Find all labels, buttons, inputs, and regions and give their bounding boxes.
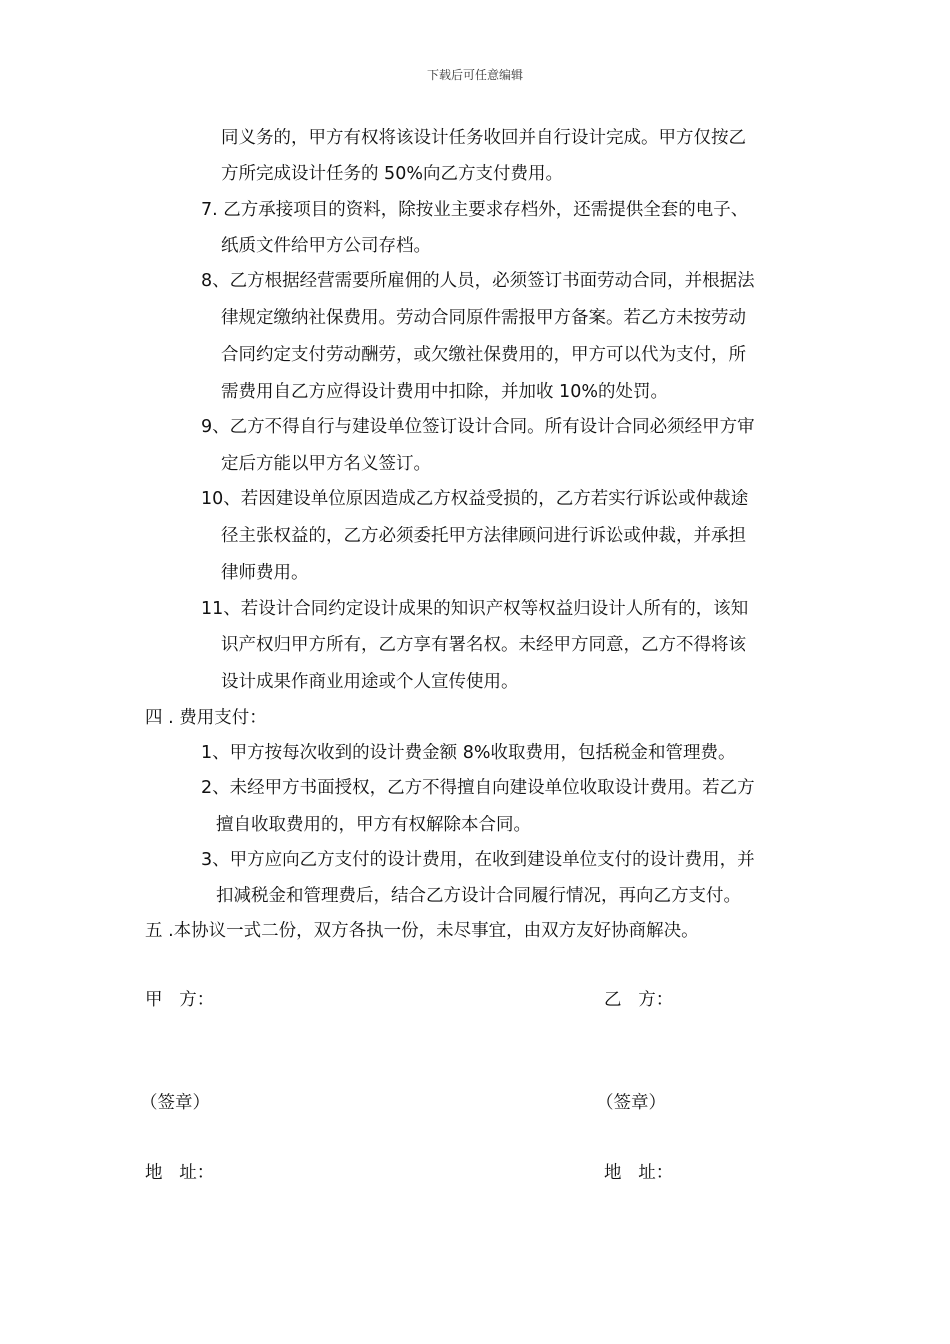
clause-line: 同义务的，甲方有权将该设计任务收回并自行设计完成。甲方仅按乙 [221, 128, 746, 148]
payment-clause-2: 2、未经甲方书面授权，乙方不得擅自向建设单位收取设计费用。若乙方 [201, 778, 755, 798]
clause-line: 识产权归甲方所有，乙方享有署名权。未经甲方同意，乙方不得将该 [221, 635, 746, 655]
party-b-seal: （签章） [596, 1093, 666, 1113]
clause-line: 设计成果作商业用途或个人宣传使用。 [221, 672, 519, 692]
clause-line: 律规定缴纳社保费用。劳动合同原件需报甲方备案。若乙方未按劳动 [221, 308, 746, 328]
clause-line: 扣减税金和管理费后，结合乙方设计合同履行情况，再向乙方支付。 [216, 886, 741, 906]
clause-7-line: 7. 乙方承接项目的资料，除按业主要求存档外，还需提供全套的电子、 [201, 200, 749, 220]
payment-clause-3: 3、甲方应向乙方支付的设计费用，在收到建设单位支付的设计费用，并 [201, 850, 755, 870]
clause-10-line: 10、若因建设单位原因造成乙方权益受损的，乙方若实行诉讼或仲裁途 [201, 489, 749, 509]
party-a-seal: （签章） [140, 1093, 210, 1113]
party-a-address: 地 址： [145, 1163, 215, 1183]
clause-11-line: 11、若设计合同约定设计成果的知识产权等权益归设计人所有的，该知 [201, 599, 749, 619]
clause-line: 方所完成设计任务的 50%向乙方支付费用。 [221, 164, 563, 184]
party-b-address: 地 址： [604, 1163, 674, 1183]
party-b-label: 乙 方： [604, 990, 674, 1010]
clause-line: 纸质文件给甲方公司存档。 [221, 236, 431, 256]
clause-line: 定后方能以甲方名义签订。 [221, 454, 431, 474]
clause-8-line: 8、乙方根据经营需要所雇佣的人员，必须签订书面劳动合同，并根据法 [201, 271, 755, 291]
clause-line: 径主张权益的，乙方必须委托甲方法律顾问进行诉讼或仲裁，并承担 [221, 526, 746, 546]
clause-line: 合同约定支付劳动酬劳，或欠缴社保费用的，甲方可以代为支付，所 [221, 345, 746, 365]
clause-9-line: 9、乙方不得自行与建设单位签订设计合同。所有设计合同必须经甲方审 [201, 417, 755, 437]
party-a-label: 甲 方： [145, 990, 215, 1010]
clause-line: 擅自收取费用的，甲方有权解除本合同。 [216, 815, 531, 835]
section-4-heading: 四 . 费用支付： [145, 708, 267, 728]
clause-line: 律师费用。 [221, 563, 309, 583]
clause-line: 需费用自乙方应得设计费用中扣除，并加收 10%的处罚。 [221, 382, 668, 402]
page-header: 下载后可任意编辑 [426, 68, 523, 82]
payment-clause-1: 1、甲方按每次收到的设计费金额 8%收取费用，包括税金和管理费。 [201, 743, 736, 763]
section-5-text: 五 .本协议一式二份，双方各执一份，未尽事宜，由双方友好协商解决。 [145, 921, 699, 941]
